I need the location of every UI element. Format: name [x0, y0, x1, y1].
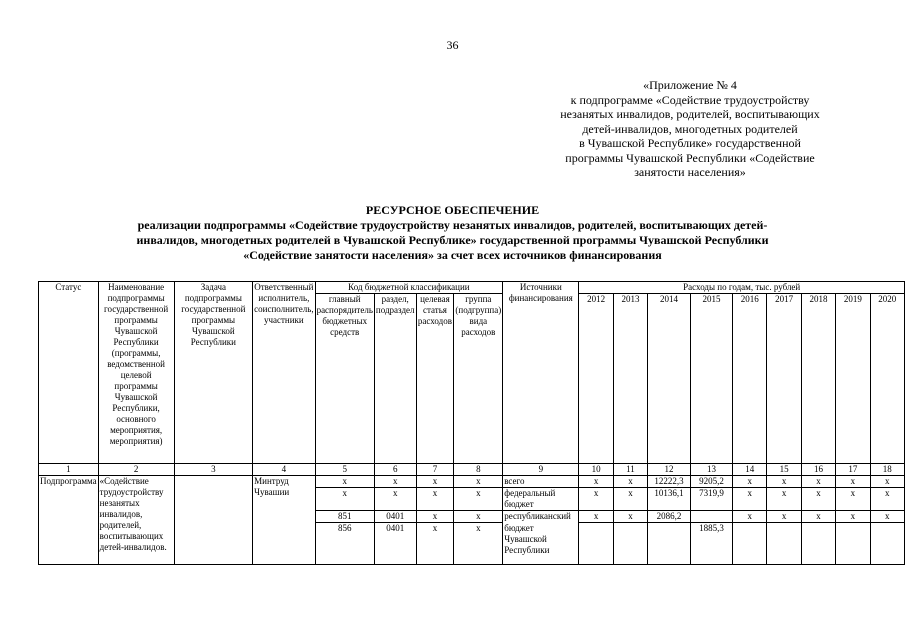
column-number: 7: [416, 464, 454, 476]
year-cell: x: [613, 476, 647, 488]
appendix-line: незанятых инвалидов, родителей, воспитывающих: [560, 107, 820, 121]
header-year: 2018: [801, 294, 835, 464]
subtitle-line: «Содействие занятости населения» за счет всех источников финансирования: [243, 248, 662, 262]
source-cell: республиканский: [503, 511, 579, 523]
vr-cell: x: [454, 523, 503, 565]
year-cell: x: [579, 488, 613, 511]
vr-cell: x: [454, 476, 503, 488]
column-number: 13: [690, 464, 732, 476]
header-rz: раздел, подраздел: [374, 294, 416, 464]
column-number: 17: [836, 464, 870, 476]
header-year: 2019: [836, 294, 870, 464]
column-number: 5: [315, 464, 374, 476]
year-cell: x: [801, 488, 835, 511]
header-year: 2014: [648, 294, 691, 464]
header-year: 2017: [767, 294, 801, 464]
source-cell: всего: [503, 476, 579, 488]
status-cell: Подпрограмма: [39, 476, 99, 565]
year-cell: x: [767, 511, 801, 523]
year-cell: [733, 523, 767, 565]
header-year: 2020: [870, 294, 904, 464]
source-cell: федеральный бюджет: [503, 488, 579, 511]
appendix-line: в Чувашской Республике» государственной: [579, 136, 801, 150]
header-year: 2013: [613, 294, 647, 464]
year-cell: x: [870, 476, 904, 488]
year-cell: x: [613, 511, 647, 523]
year-cell: x: [836, 476, 870, 488]
year-cell: x: [579, 511, 613, 523]
header-name: Наименование подпрограммы государственной программы Чувашской Республики (программы, ведомственной целевой программы Чувашской Республики, основного мероприятия, мероприятия): [98, 282, 174, 464]
header-sources: Источники финансирования: [503, 282, 579, 464]
gr-cell: x: [315, 476, 374, 488]
subtitle-line: инвалидов, многодетных родителей в Чувашской Республике» государственной программы Чувашской Республики: [136, 233, 769, 247]
header-expenses: Расходы по годам, тыс. рублей: [579, 282, 905, 294]
year-cell: x: [579, 476, 613, 488]
year-cell: [579, 523, 613, 565]
column-number: 6: [374, 464, 416, 476]
task-cell: [174, 476, 253, 565]
column-number: 9: [503, 464, 579, 476]
rz-cell: x: [374, 488, 416, 511]
year-cell: x: [767, 476, 801, 488]
column-number: 1: [39, 464, 99, 476]
appendix-line: «Приложение № 4: [643, 78, 737, 92]
appendix-line: занятости населения»: [634, 165, 746, 179]
appendix-line: программы Чувашской Республики «Содействие: [565, 150, 815, 165]
rz-cell: 0401: [374, 511, 416, 523]
cs-cell: x: [416, 523, 454, 565]
appendix-line: детей-инвалидов, многодетных родителей: [582, 121, 798, 136]
header-year: 2012: [579, 294, 613, 464]
column-number: 10: [579, 464, 613, 476]
vr-cell: x: [454, 511, 503, 523]
document-title: РЕСУРСНОЕ ОБЕСПЕЧЕНИЕ: [365, 203, 540, 217]
year-cell: x: [870, 511, 904, 523]
year-cell: [613, 523, 647, 565]
column-number: 3: [174, 464, 253, 476]
vr-cell: x: [454, 488, 503, 511]
year-cell: 2086,2: [648, 511, 691, 523]
year-cell: 7319,9: [690, 488, 732, 511]
column-number: 15: [767, 464, 801, 476]
header-budget-code: Код бюджетной классификации: [315, 282, 503, 294]
responsible-cell: Минтруд Чувашии: [253, 476, 315, 565]
column-number: 8: [454, 464, 503, 476]
header-cs: целевая статья расходов: [416, 294, 454, 464]
year-cell: x: [733, 488, 767, 511]
year-cell: x: [836, 488, 870, 511]
column-number: 4: [253, 464, 315, 476]
column-number: 11: [613, 464, 647, 476]
year-cell: x: [836, 511, 870, 523]
document-subtitle: [60, 218, 845, 263]
column-number: 18: [870, 464, 904, 476]
rz-cell: x: [374, 476, 416, 488]
year-cell: 9205,2: [690, 476, 732, 488]
year-cell: [690, 511, 732, 523]
cs-cell: x: [416, 476, 454, 488]
cs-cell: x: [416, 511, 454, 523]
year-cell: x: [870, 488, 904, 511]
column-number: 16: [801, 464, 835, 476]
name-cell: «Содействие трудоустройству незанятых инвалидов, родителей, воспитывающих детей-инвалидов.: [98, 476, 174, 565]
gr-cell: 851: [315, 511, 374, 523]
year-cell: x: [767, 488, 801, 511]
year-cell: 1885,3: [690, 523, 732, 565]
header-year: 2016: [733, 294, 767, 464]
gr-cell: x: [315, 488, 374, 511]
header-vr: группа (подгруппа) вида расходов: [454, 294, 503, 464]
page-number: 36: [446, 38, 459, 52]
year-cell: [870, 523, 904, 565]
year-cell: x: [801, 511, 835, 523]
subtitle-line: реализации подпрограммы «Содействие трудоустройству незанятых инвалидов, родителей, воспитывающих детей-: [137, 218, 768, 232]
column-number-row: [39, 464, 905, 476]
cs-cell: x: [416, 488, 454, 511]
year-cell: x: [613, 488, 647, 511]
header-gr: главный распорядитель бюджетных средств: [315, 294, 374, 464]
year-cell: [801, 523, 835, 565]
column-number: 2: [98, 464, 174, 476]
rz-cell: 0401: [374, 523, 416, 565]
gr-cell: 856: [315, 523, 374, 565]
appendix-reference: [540, 78, 840, 180]
header-status: Статус: [39, 282, 99, 464]
header-task: Задача подпрограммы государственной программы Чувашской Республики: [174, 282, 253, 464]
year-cell: x: [733, 511, 767, 523]
header-responsible: Ответственный исполнитель, соисполнитель, участники: [253, 282, 315, 464]
resource-table: [38, 281, 905, 565]
year-cell: x: [801, 476, 835, 488]
year-cell: 12222,3: [648, 476, 691, 488]
column-number: 12: [648, 464, 691, 476]
year-cell: [648, 523, 691, 565]
appendix-line: к подпрограмме «Содействие трудоустройству: [570, 92, 810, 107]
year-cell: 10136,1: [648, 488, 691, 511]
column-number: 14: [733, 464, 767, 476]
header-year: 2015: [690, 294, 732, 464]
source-cell: бюджет Чувашской Республики: [503, 523, 579, 565]
year-cell: [836, 523, 870, 565]
year-cell: [767, 523, 801, 565]
table-row: [39, 476, 905, 488]
year-cell: x: [733, 476, 767, 488]
